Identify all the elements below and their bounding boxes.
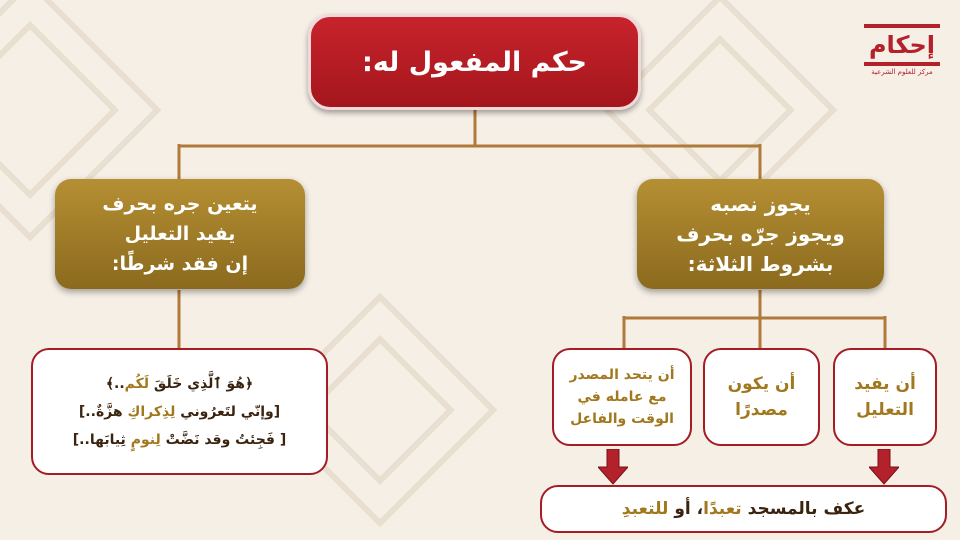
bottom-example-text-1: عكف بالمسجد [741,499,866,519]
bottom-example-line [622,499,865,519]
right-branch-box [637,179,884,289]
bottom-example-text-2: ، أو [668,499,704,519]
example-line-1 [106,370,253,398]
title-box [308,14,641,110]
example-line-3-text: [ فَجِئتُ وقد نَضَّتْ [160,431,287,448]
example-line-1-text: ﴿هُوَ ٱلَّذِي خَلَقَ [149,375,254,392]
example-line-3-highlight: لِنومٍ [130,431,161,448]
left-example-box [31,348,328,475]
condition-2-line-2: مصدرًا [735,400,788,420]
down-arrow-left [598,449,628,485]
condition-1-line-2: التعليل [856,400,914,420]
right-branch-line-2: ويجوز جرّه بحرف [676,222,845,246]
example-line-1-end: ..﴾ [105,375,125,392]
example-line-2-text: [وإنّي لتَعرُوني [175,403,281,420]
condition-3-line-1: أن يتحد المصدر [569,367,675,383]
condition-1-line-1: أن يفيد [854,374,916,394]
logo-mark: إحكام [864,24,940,66]
condition-box-3 [552,348,692,446]
example-line-2-highlight: لِذِكراكِ [127,403,176,420]
bottom-example-highlight-2: للتعبدِ [621,499,669,519]
example-line-2 [79,398,280,426]
bottom-example-highlight-1: تعبدًا [703,499,742,519]
right-branch-line-3: بشروط الثلاثة: [687,252,834,276]
left-branch-line-3: إن فقد شرطًا: [111,253,249,275]
condition-3-line-2: مع عامله في [577,389,667,405]
example-line-2-end: هزَّةٌ..] [78,403,128,420]
example-line-1-highlight: لَكُم [124,375,150,392]
left-branch-line-1: يتعين جره بحرف [102,193,258,215]
right-branch-line-1: يجوز نصبه [710,192,811,216]
condition-box-1 [833,348,937,446]
down-arrow-right [869,449,899,485]
logo [864,24,940,94]
left-branch-line-2: يفيد التعليل [124,223,236,245]
condition-3-line-3: الوقت والفاعل [570,411,674,427]
bottom-example-box [540,485,947,533]
example-line-3-end: ثِيابَها..] [72,431,131,448]
page-title: حكم المفعول له: [362,46,587,78]
condition-box-2 [703,348,820,446]
left-branch-box [55,179,305,289]
example-line-3 [73,426,286,454]
logo-subtitle: مركز للعلوم الشرعية [871,68,933,76]
condition-2-line-1: أن يكون [727,374,796,394]
